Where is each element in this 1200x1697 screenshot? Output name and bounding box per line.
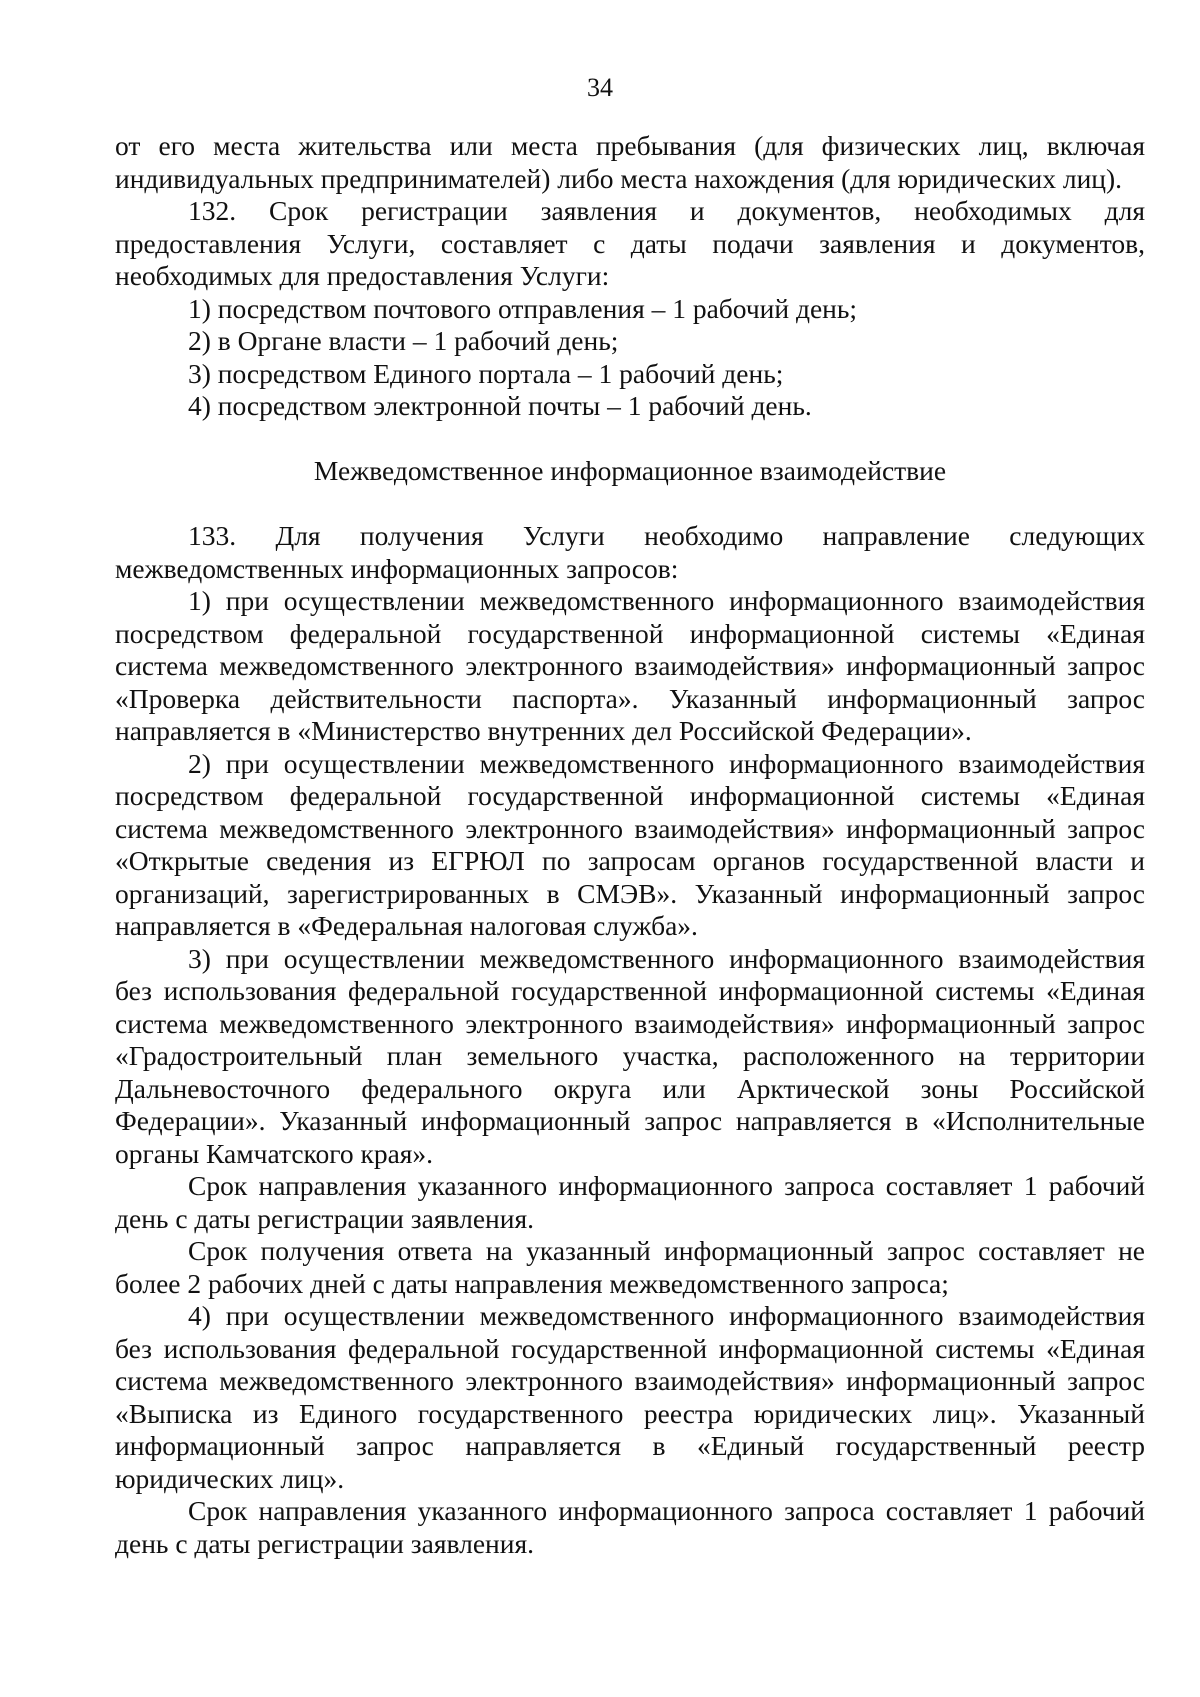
section-heading: Межведомственное информационное взаимодействие bbox=[313, 454, 947, 486]
paragraph: 132. Срок регистрации заявления и документов, необходимых для предоставления Услуги, составляет с даты подачи заявления и документов, необходимых для предоставления Услуги: bbox=[115, 195, 1145, 291]
list-item: 4) при осуществлении межведомственного информационного взаимодействия без использования федеральной государственной информационной системы «Единая система межведомственного электронного взаимодействия» информационный запрос «Выписка из Единого государственного реестра юридических лиц». Указанный информационный запрос направляется в «Единый государственный реестр юридических лиц». bbox=[115, 1300, 1145, 1494]
list-item: 4) посредством электронной почты – 1 рабочий день. bbox=[188, 390, 812, 421]
list-item: 1) при осуществлении межведомственного информационного взаимодействия посредством федеральной государственной информационной системы «Единая система межведомственного электронного взаимодействия» информационный запрос «Проверка действительности паспорта». Указанный информационный запрос направляется в «Министерство внутренних дел Российской Федерации». bbox=[115, 585, 1145, 746]
list-item: 3) при осуществлении межведомственного информационного взаимодействия без использования федеральной государственной информационной системы «Единая система межведомственного электронного взаимодействия» информационный запрос «Градостроительный план земельного участка, расположенного на территории Дальневосточного федерального округа или Арктической зоны Российской Федерации». Указанный информационный запрос направляется в «Исполнительные органы Камчатского края». bbox=[115, 942, 1145, 1169]
list-item: 3) посредством Единого портала – 1 рабочий день; bbox=[188, 357, 784, 389]
document-body bbox=[115, 130, 1145, 1560]
list-item: 1) посредством почтового отправления – 1 рабочий день; bbox=[188, 292, 858, 324]
paragraph: от его места жительства или места пребывания (для физических лиц, включая индивидуальных предпринимателей) либо места нахождения (для юридических лиц). bbox=[115, 130, 1145, 194]
list-item: 2) при осуществлении межведомственного информационного взаимодействия посредством федеральной государственной информационной системы «Единая система межведомственного электронного взаимодействия» информационный запрос «Открытые сведения из ЕГРЮЛ по запросам органов государственной власти и организаций, зарегистрированных в СМЭВ». Указанный информационный запрос направляется в «Федеральная налоговая служба». bbox=[115, 747, 1145, 941]
list-item: 2) в Органе власти – 1 рабочий день; bbox=[188, 325, 619, 356]
paragraph: Срок направления указанного информационного запроса составляет 1 рабочий день с даты регистрации заявления. bbox=[115, 1495, 1145, 1559]
paragraph: 133. Для получения Услуги необходимо направление следующих межведомственных информационных запросов: bbox=[115, 520, 1145, 584]
page-number: 34 bbox=[587, 73, 613, 102]
paragraph: Срок получения ответа на указанный информационный запрос составляет не более 2 рабочих дней с даты направления межведомственного запроса; bbox=[115, 1235, 1145, 1299]
paragraph: Срок направления указанного информационного запроса составляет 1 рабочий день с даты регистрации заявления. bbox=[115, 1170, 1145, 1234]
